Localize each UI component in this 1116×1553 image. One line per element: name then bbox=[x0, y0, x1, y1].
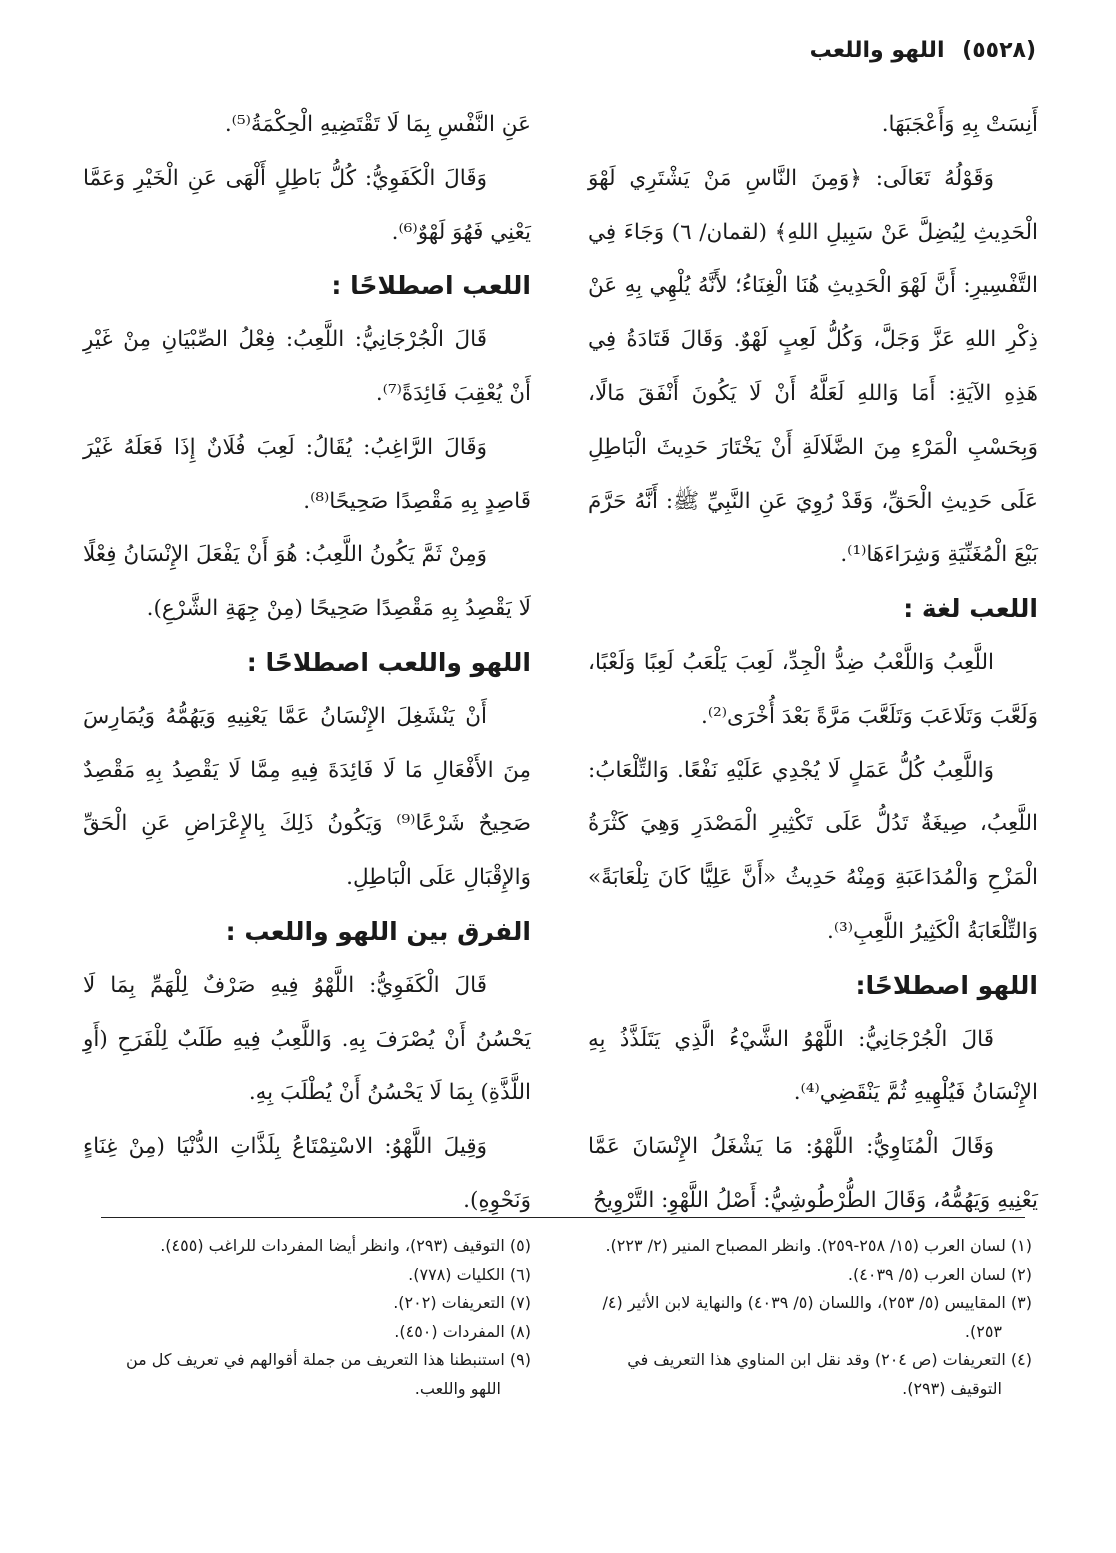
paragraph: قَالَ الْكَفَوِيُّ: اللَّهْوُ فِيهِ صَرْفٌ لِلْهَمِّ بِمَا لَا يَحْسُنُ أَنْ يُصْرَفَ بِهِ. وَاللَّعِبُ فِيهِ طَلَبٌ لِلْفَرَحِ (أَوِ اللَّذَّةِ) بِمَا لَا يَحْسُنُ أَنْ يُطْلَبَ بِهِ. bbox=[83, 972, 531, 1106]
paragraph: وَقَوْلُهُ تَعَالَى: ﴿وَمِنَ النَّاسِ مَنْ يَشْتَرِي لَهْوَ الْحَدِيثِ لِيُضِلَّ عَنْ سَبِيلِ اللهِ﴾ (لقمان/ ٦) وَجَاءَ فِي التَّفْسِيرِ: أَنَّ لَهْوَ الْحَدِيثِ هُنَا الْغِنَاءُ؛ لأَنَّهُ يُلْهِي بِهِ عَنْ ذِكْرِ اللهِ عَزَّ وَجَلَّ، وَكُلُّ لَعِبٍ لَهْوٌ. وَقَالَ قَتَادَةُ فِي هَذِهِ الآيَةِ: أَمَا وَاللهِ لَعَلَّهُ أَنْ لَا يَكُونَ أَنْفَقَ مَالًا، وَبِحَسْبِ الْمَرْءِ مِنَ الضَّلَالَةِ أَنْ يَخْتَارَ حَدِيثَ الْبَاطِلِ عَلَى حَدِيثِ الْحَقِّ، وَقَدْ رُوِيَ عَنِ النَّبِيِّ ﷺ: أَنَّهُ حَرَّمَ بَيْعَ الْمُغَنِّيَةِ وَشِرَاءَهَا⁽¹⁾. bbox=[588, 165, 1038, 568]
page-header bbox=[810, 38, 1036, 63]
footnote: (٣) المقاييس (٥/ ٢٥٣)، واللسان (٥/ ٤٠٣٩) والنهاية لابن الأثير (٤/ ٢٥٣). bbox=[602, 1293, 1032, 1341]
footnote: (٩) استنبطنا هذا التعريف من جملة أقوالهم في تعريف كل من اللهو واللعب. bbox=[125, 1350, 531, 1398]
paragraph: وَقِيلَ اللَّهْوُ: الاسْتِمْتَاعُ بِلَذَّاتِ الدُّنْيَا (مِنْ غِنَاءٍ وَنَحْوِهِ). bbox=[83, 1134, 531, 1213]
paragraph: أَنْ يَنْشَغِلَ الإِنْسَانُ عَمَّا يَعْنِيهِ وَيَهُمُّهُ وَيُمَارِسَ مِنَ الأَفْعَالِ مَا لَا فَائِدَةَ فِيهِ مِمَّا لَا يَقْصِدُ بِهِ مَقْصِدٌ صَحِيحٌ شَرْعًا⁽⁹⁾ وَيَكُونُ ذَلِكَ بِالإِعْرَاضِ عَنِ الْحَقِّ وَالإِقْبَالِ عَلَى الْبَاطِلِ. bbox=[83, 703, 531, 891]
paragraph: وَقَالَ الْمُنَاوِيُّ: اللَّهْوُ: مَا يَشْغَلُ الإِنْسَانَ عَمَّا يَعْنِيهِ وَيَهُمُّهُ، وَقَالَ الطُّرْطُوشِيُّ: أَصْلُ اللَّهْوِ: التَّرْوِيحُ bbox=[588, 1134, 1038, 1213]
footnote: (٨) المفردات (٤٥٠). bbox=[394, 1321, 531, 1341]
footnote-separator bbox=[101, 1217, 1025, 1218]
running-title: اللهو واللعب bbox=[809, 38, 945, 63]
right-text-column bbox=[588, 98, 1038, 1228]
footnotes-right-column bbox=[592, 1232, 1032, 1404]
footnote: (١) لسان العرب (١٥/ ٢٥٨-٢٥٩). وانظر المصباح المنير (٢/ ٢٢٣). bbox=[605, 1236, 1032, 1255]
footnote: (٥) التوقيف (٢٩٣)، وانظر أيضا المفردات للراغب (٤٥٥). bbox=[160, 1236, 531, 1255]
page-number: (٥٥٢٨) bbox=[962, 38, 1036, 63]
paragraph: وَقَالَ الْكَفَوِيُّ: كُلُّ بَاطِلٍ أَلْهَى عَنِ الْخَيْرِ وَعَمَّا يَعْنِي فَهُوَ لَهْوٌ⁽⁶⁾. bbox=[83, 165, 531, 245]
paragraph: وَاللَّعِبُ كُلُّ عَمَلٍ لَا يُجْدِي عَلَيْهِ نَفْعًا. وَالتِّلْعَابُ: اللَّعِبُ، صِيغَةٌ تَدُلُّ عَلَى تَكْثِيرِ الْمَصْدَرِ وَهِيَ كَثْرَةُ الْمَزْحِ وَالْمُدَاعَبَةِ وَمِنْهُ حَدِيثُ «أَنَّ عَلِيًّا كَانَ تِلْعَابَةً» وَالتِّلْعَابَةُ الْكَثِيرُ اللَّعِبِ⁽³⁾. bbox=[588, 757, 1038, 944]
footnote: (٦) الكليات (٧٧٨). bbox=[408, 1264, 531, 1284]
footnote: (٤) التعريفات (ص ٢٠٤) وقد نقل ابن المناوي هذا التعريف في التوقيف (٢٩٣). bbox=[627, 1350, 1032, 1398]
section-heading: الفرق بين اللهو واللعب : bbox=[225, 916, 531, 946]
section-heading: اللهو واللعب اصطلاحًا : bbox=[246, 647, 531, 677]
footnote: (٧) التعريفات (٢٠٢). bbox=[393, 1293, 531, 1313]
paragraph: قَالَ الْجُرْجَانِيُّ: اللَّهْوُ الشَّيْءُ الَّذِي يَتَلَذَّذُ بِهِ الإِنْسَانُ فَيُلْهِيهِ ثُمَّ يَنْقَضِي⁽⁴⁾. bbox=[588, 1026, 1038, 1106]
footnotes-left-column bbox=[91, 1232, 531, 1404]
paragraph: وَمِنْ ثَمَّ يَكُونُ اللَّعِبُ: هُوَ أَنْ يَفْعَلَ الإِنْسَانُ فِعْلًا لَا يَقْصِدُ بِهِ مَقْصِدًا صَحِيحًا (مِنْ جِهَةِ الشَّرْعِ). bbox=[83, 542, 531, 622]
paragraph: اللَّعِبُ وَاللَّعْبُ ضِدُّ الْجِدِّ، لَعِبَ يَلْعَبُ لَعِبًا وَلَعْبًا، وَلَعَّبَ وَتَلَاعَبَ وَتَلَعَّبَ مَرَّةً بَعْدَ أُخْرَى⁽²⁾. bbox=[588, 649, 1038, 729]
paragraph: قَالَ الْجُرْجَانِيُّ: اللَّعِبُ: فِعْلُ الصِّبْيَانِ مِنْ غَيْرِ أَنْ يُعْقِبَ فَائِدَةً⁽⁷⁾. bbox=[83, 327, 531, 406]
paragraph: وَقَالَ الرَّاغِبُ: يُقَالُ: لَعِبَ فُلَانٌ إِذَا فَعَلَهُ غَيْرَ قَاصِدٍ بِهِ مَقْصِدًا صَحِيحًا⁽⁸⁾. bbox=[83, 434, 531, 514]
paragraph: أَنِسَتْ بِهِ وَأَعْجَبَهَا. bbox=[881, 112, 1038, 137]
left-text-column bbox=[83, 98, 531, 1228]
section-heading: اللهو اصطلاحًا: bbox=[855, 970, 1038, 1000]
footnote: (٢) لسان العرب (٥/ ٤٠٣٩). bbox=[847, 1264, 1032, 1284]
paragraph: عَنِ النَّفْسِ بِمَا لَا تَقْتَضِيهِ الْحِكْمَةُ⁽⁵⁾. bbox=[224, 112, 531, 137]
section-heading: اللعب لغة : bbox=[903, 594, 1038, 624]
section-heading: اللعب اصطلاحًا : bbox=[331, 271, 531, 301]
